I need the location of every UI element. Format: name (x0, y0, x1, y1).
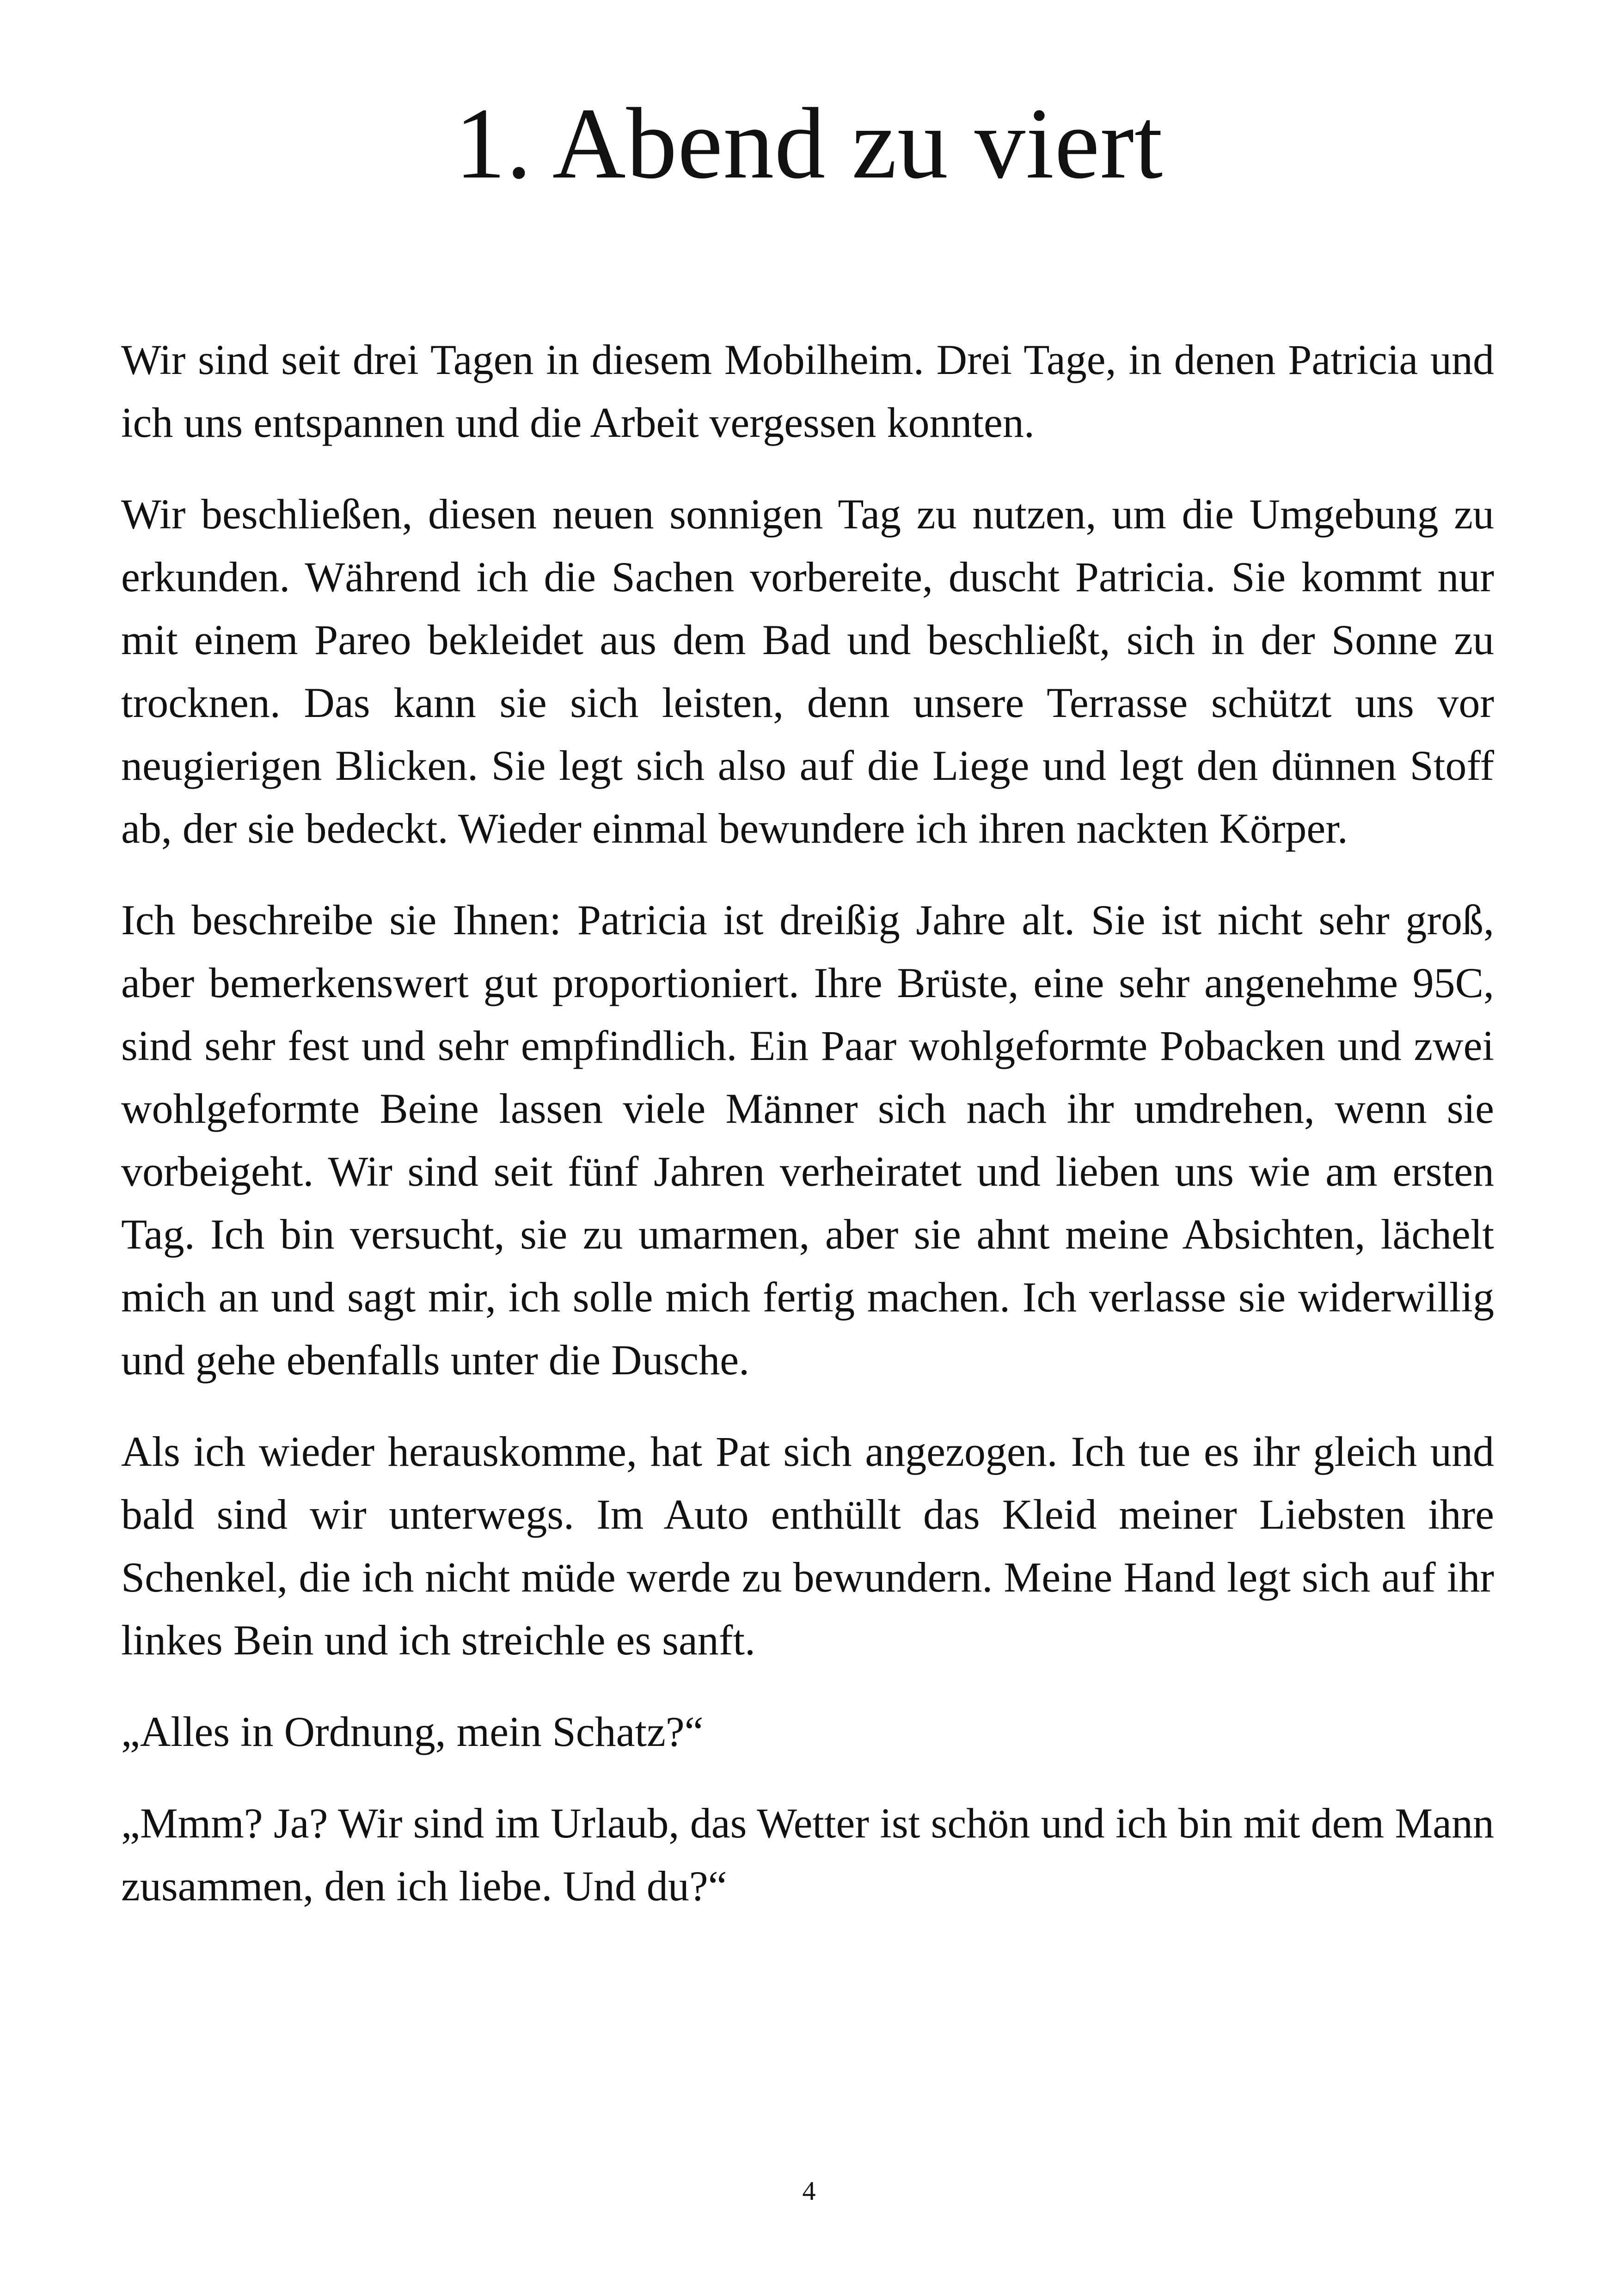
page-number: 4 (802, 2176, 816, 2206)
chapter-title: 1. Abend zu viert (454, 87, 1164, 200)
paragraph-2: Wir beschließen, diesen neuen sonnigen Tag zu nutzen, um die Umgebung zu erkunden. Während ich die Sachen vorbereite, duscht Patricia. Sie kommt nur mit einem Pareo bekleidet aus dem Bad und beschließt, sich in der Sonne zu trocknen. Das kann sie sich leisten, denn unsere Terrasse schützt uns vor neugierigen Blicken. Sie legt sich also auf die Liege und legt den dünnen Stoff ab, der sie bedeckt. Wieder einmal bewundere ich ihren nackten Körper. (121, 490, 1494, 852)
paragraph-3: Ich beschreibe sie Ihnen: Patricia ist dreißig Jahre alt. Sie ist nicht sehr groß, aber bemerkenswert gut proportioniert. Ihre Brüste, eine sehr angenehme 95C, sind sehr fest und sehr empfindlich. Ein Paar wohlgeformte Pobacken und zwei wohlgeformte Beine lassen viele Männer sich nach ihr umdrehen, wenn sie vorbeigeht. Wir sind seit fünf Jahren verheiratet und lieben uns wie am ersten Tag. Ich bin versucht, sie zu umarmen, aber sie ahnt meine Absichten, lächelt mich an und sagt mir, ich solle mich fertig machen. Ich verlasse sie widerwillig und gehe ebenfalls unter die Dusche. (121, 896, 1494, 1384)
paragraph-6: „Mmm? Ja? Wir sind im Urlaub, das Wetter ist schön und ich bin mit dem Mann zusammen, den ich liebe. Und du?“ (121, 1800, 1494, 1910)
body-text (121, 328, 1494, 1946)
paragraph-4: Als ich wieder herauskomme, hat Pat sich angezogen. Ich tue es ihr gleich und bald sind wir unterwegs. Im Auto enthüllt das Kleid meiner Liebsten ihre Schenkel, die ich nicht müde werde zu bewundern. Meine Hand legt sich auf ihr linkes Bein und ich streichle es sanft. (121, 1428, 1494, 1664)
paragraph-1: Wir sind seit drei Tagen in diesem Mobilheim. Drei Tage, in denen Patricia und ich uns entspannen und die Arbeit vergessen konnten. (121, 336, 1494, 446)
paragraph-5: „Alles in Ordnung, mein Schatz?“ (121, 1708, 704, 1755)
